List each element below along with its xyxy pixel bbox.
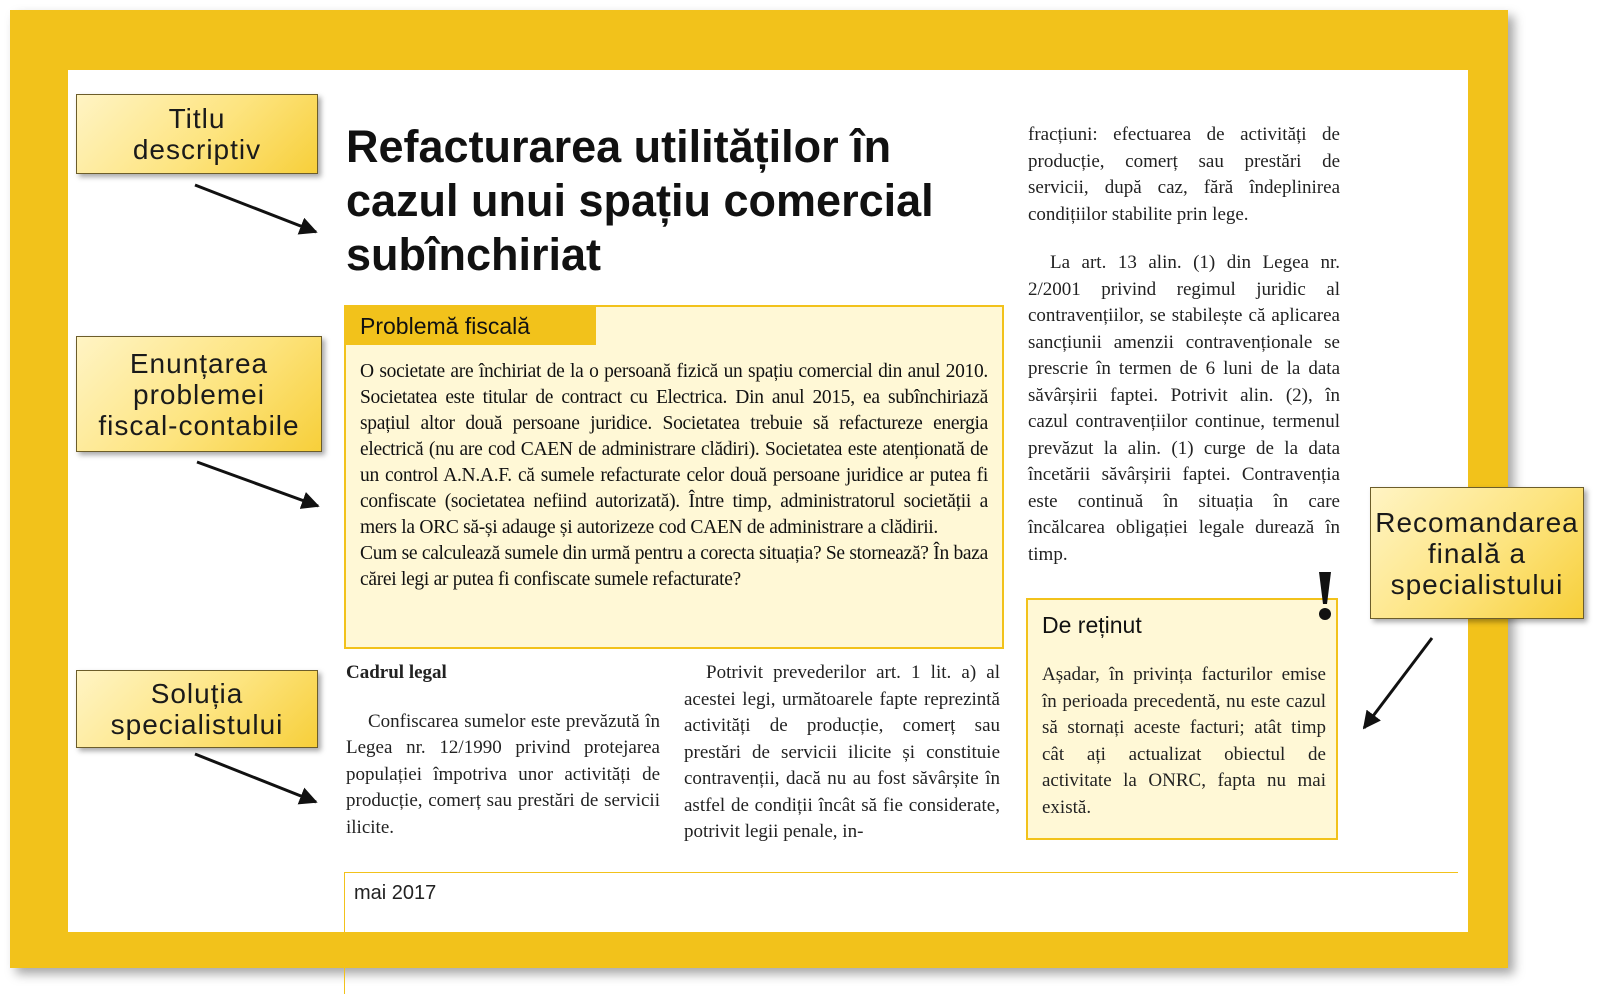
article-title: Refacturarea utilităților în cazul unui spațiu comercial subînchiriat [346, 121, 934, 280]
footer-vertical-divider [344, 872, 345, 994]
column-2-text: Potrivit prevederilor art. 1 lit. a) al acestei legi, următoarele fapte reprezintă activități de producție, comerț sau prestări de servicii ilicite și constituie contravenții, dacă nu au fost săvârșite în astfel de condiții încât să fie considerate, potrivit legii penale, in- [684, 662, 1000, 842]
problem-text: O societate are închiriat de la o persoană fizică un spațiu comercial din anul 2010. Societatea este titular de contract cu Electrica. Din anul 2015, ea subînchiriază spațiul altor două persoane juridice. Societatea trebuie să refactureze energia electrică (nu are cod CAEN de administrare clădiri). Societatea este atenționată de un control A.N.A.F. că sumele refacturate celor două persoane juridice ar putea fi confiscate (societatea nefiind autorizată). Între timp, administratorul societății a mers la ORC să-și adauge și autorizeze cod CAEN de administrare a clădirii. Cum se calculează sumele din urmă pentru a corecta situația? Se stornează? În baza cărei legi ar putea fi confiscate sumele refacturate? [360, 361, 988, 590]
footer-divider [344, 872, 1458, 873]
column-1-text: Confiscarea sumelor este prevăzută în Legea nr. 12/1990 privind protejarea populației împotriva unor activități de producție, comerț sau prestări de servicii ilicite. [346, 710, 660, 838]
footer-date: mai 2017 [354, 882, 437, 904]
exclamation-icon [1314, 570, 1336, 622]
retinut-text: Așadar, în privința facturilor emise în perioada precedentă, nu este cazul să stornați aceste facturi; atât timp cât ați actualizat obiectul de activitate la ONRC, fapta nu mai există. [1042, 664, 1326, 818]
column-1 [346, 660, 660, 841]
callout-problem-label: Enunțarea problemei fiscal-contabile [76, 336, 322, 452]
column-2 [684, 660, 1000, 846]
retinut-heading: De reținut [1042, 612, 1142, 638]
column-3-text-1: fracțiuni: efectuarea de activități de producție, comerț sau prestări de servicii, după caz, fără îndeplinirea condițiilor stabilite prin lege. [1028, 124, 1340, 225]
callout-recommendation-label: Recomandarea finală a specialistului [1370, 487, 1584, 619]
retinut-box [1026, 598, 1338, 840]
problem-heading: Problemă fiscală [346, 307, 596, 345]
legal-heading: Cadrul legal [346, 662, 447, 683]
column-3-text-2: La art. 13 alin. (1) din Legea nr. 2/2001 privind regimul juridic al contravențiilor, se stabilește că aplicarea sancțiunii amenzii contravenționale se prescrie în termen de 6 luni de la data săvârșirii faptei. Potrivit alin. (2), în cazul contravențiilor continue, termenul prevăzut la alin. (1) curge de la data încetării săvârșirii faptei. Contravenția este continuă în situația în care încălcarea obligației legale durează în timp. [1028, 252, 1340, 565]
problem-box [344, 305, 1004, 649]
callout-title-label: Titlu descriptiv [76, 94, 318, 174]
column-3 [1028, 122, 1340, 568]
callout-solution-label: Soluția specialistului [76, 670, 318, 748]
